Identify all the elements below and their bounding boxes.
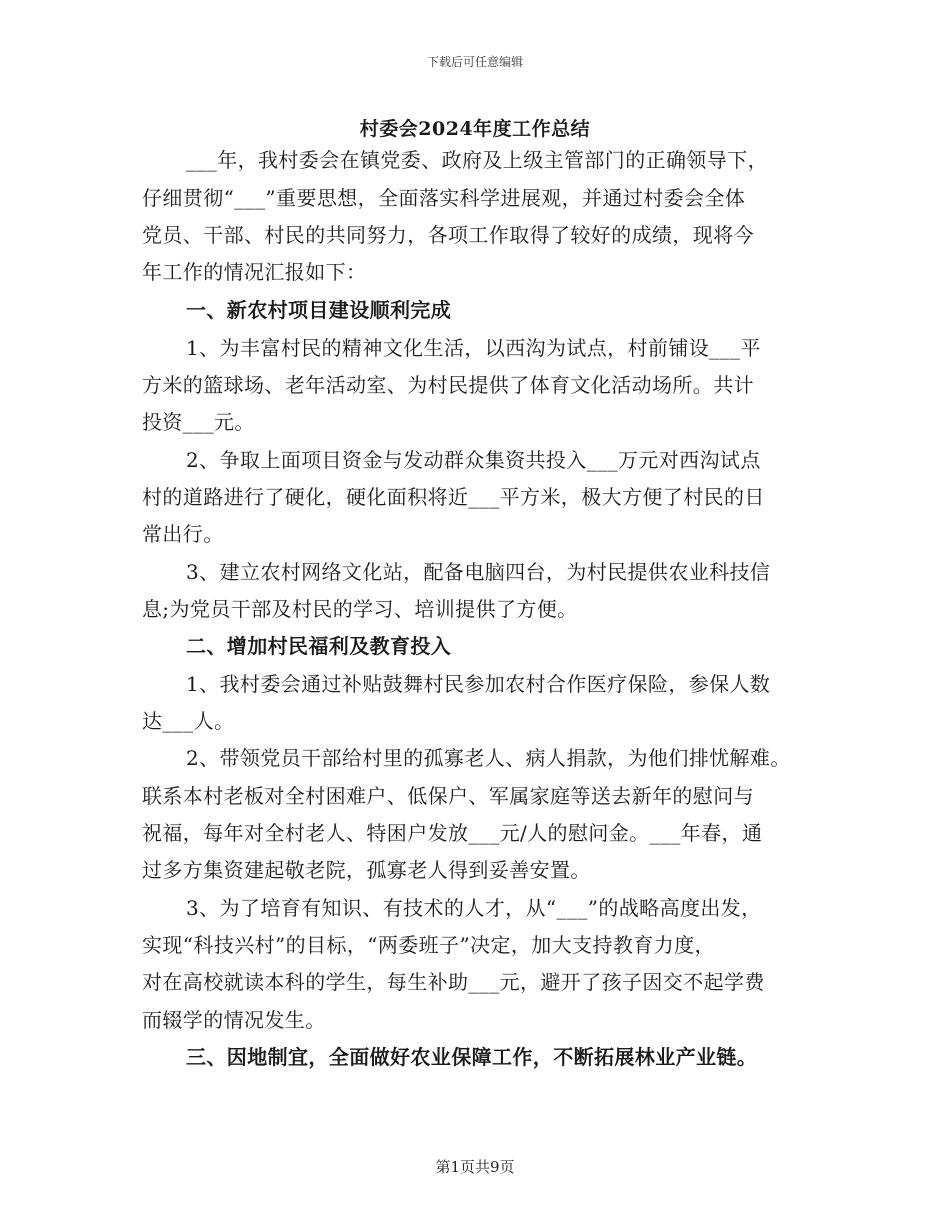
section-heading-2: 二、增加村民福利及教育投入: [186, 634, 452, 658]
paragraph-line: 3、为了培育有知识、有技术的人才，从“___”的战略高度出发，: [186, 896, 762, 920]
paragraph-line: 1、为丰富村民的精神文化生活，以西沟为试点，村前铺设___平: [186, 336, 761, 360]
paragraph-line: 常出行。: [142, 522, 224, 546]
paragraph-line: 过多方集资建起敬老院，孤寡老人得到妥善安置。: [142, 858, 591, 882]
document-title: 村委会2024年度工作总结: [359, 118, 591, 140]
page-header: 下载后可任意编辑: [426, 55, 523, 69]
paragraph-line: 联系本村老板对全村困难户、低保户、军属家庭等送去新年的慰问与: [142, 784, 754, 808]
paragraph-line: 2、带领党员干部给村里的孤寡老人、病人捐款，为他们排忧解难。: [186, 746, 791, 770]
section-heading-3: 三、因地制宜，全面做好农业保障工作，不断拓展林业产业链。: [186, 1045, 758, 1069]
paragraph-line: 仔细贯彻“___”重要思想，全面落实科学进展观，并通过村委会全体: [142, 186, 746, 210]
section-heading-1: 一、新农村项目建设顺利完成: [186, 298, 452, 322]
paragraph-line: ___年，我村委会在镇党委、政府及上级主管部门的正确领导下，: [186, 148, 768, 172]
paragraph-line: 村的道路进行了硬化，硬化面积将近___平方米，极大方便了村民的日: [142, 485, 765, 509]
paragraph-line: 实现“科技兴村”的目标，“两委班子”决定，加大支持教育力度，: [142, 933, 715, 957]
paragraph-line: 对在高校就读本科的学生，每生补助___元，避开了孩子因交不起学费: [142, 970, 765, 994]
paragraph-line: 1、我村委会通过补贴鼓舞村民参加农村合作医疗保险，参保人数: [186, 672, 771, 696]
page-footer: 第1页共9页: [435, 1158, 515, 1176]
paragraph-line: 党员、干部、村民的共同努力，各项工作取得了较好的成绩，现将今: [142, 223, 754, 247]
paragraph-line: 达___人。: [142, 709, 235, 733]
paragraph-line: 方米的篮球场、老年活动室、为村民提供了体育文化活动场所。共计: [142, 373, 754, 397]
paragraph-line: 祝福，每年对全村老人、特困户发放___元/人的慰问金。___年春，通: [142, 821, 763, 845]
paragraph-line: 息;为党员干部及村民的学习、培训提供了方便。: [142, 597, 578, 621]
paragraph-line: 2、争取上面项目资金与发动群众集资共投入___万元对西沟试点: [186, 448, 761, 472]
paragraph-line: 投资___元。: [142, 410, 255, 434]
paragraph-line: 而辍学的情况发生。: [142, 1008, 326, 1032]
paragraph-line: 3、建立农村网络文化站，配备电脑四台，为村民提供农业科技信: [186, 560, 771, 584]
paragraph-line: 年工作的情况汇报如下：: [142, 260, 367, 284]
